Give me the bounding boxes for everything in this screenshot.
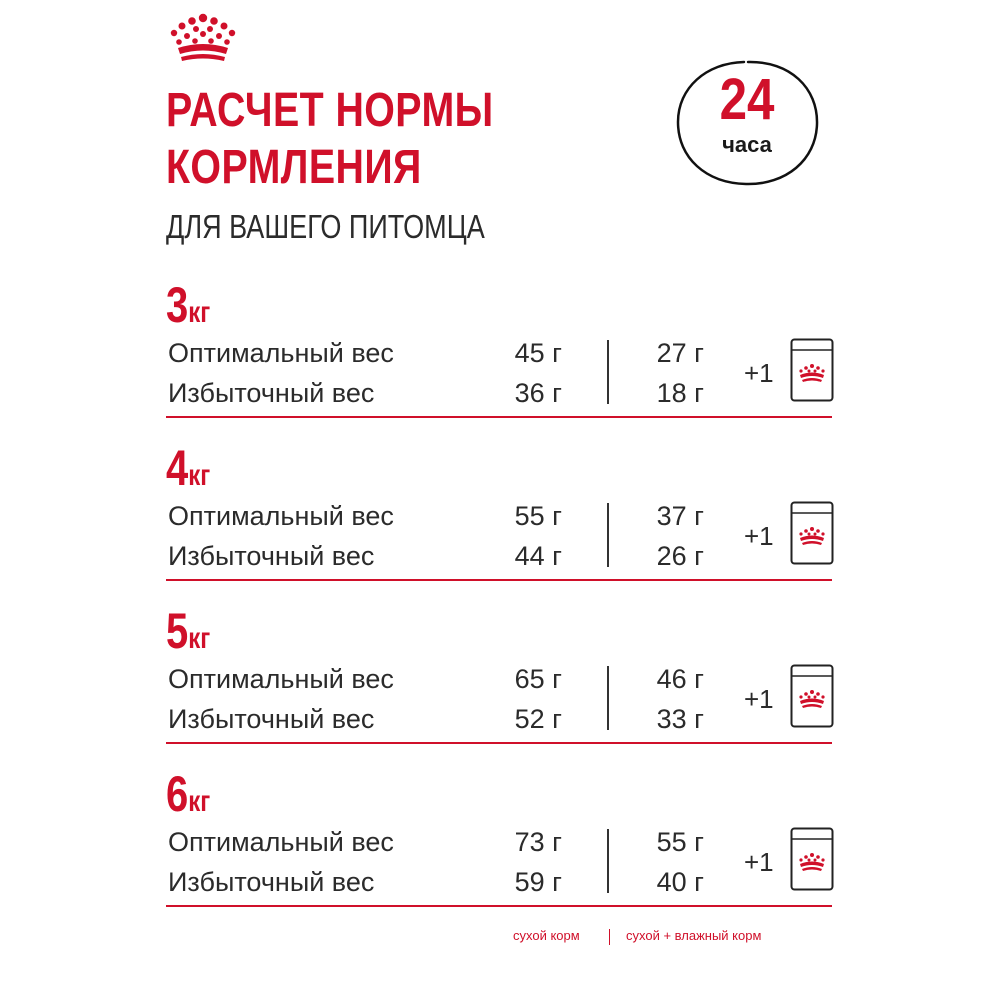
badge-number: 24 — [719, 67, 775, 132]
legend-divider — [609, 929, 610, 945]
weight-heading — [166, 277, 211, 333]
mixed-value-excess: 26 г — [656, 541, 704, 571]
weight-section-3kg — [166, 277, 832, 430]
wet-food-pouch-icon — [790, 827, 834, 891]
crown-logo-icon — [166, 12, 240, 64]
dry-value-excess: 52 г — [514, 704, 562, 734]
legend-dry: сухой корм — [513, 928, 580, 943]
title-line-2: КОРМЛЕНИЯ — [166, 141, 422, 194]
mixed-value-excess: 40 г — [656, 867, 704, 897]
wet-food-pouch-icon — [790, 501, 834, 565]
page-title — [166, 82, 494, 196]
section-divider-line — [166, 416, 832, 418]
column-divider — [607, 503, 609, 567]
row-label-optimal: Оптимальный вес — [168, 338, 394, 368]
weight-heading — [166, 440, 211, 496]
dry-value-excess: 36 г — [514, 378, 562, 408]
mixed-value-excess: 33 г — [656, 704, 704, 734]
row-label-excess: Избыточный вес — [168, 704, 375, 734]
weight-value: 5 — [166, 603, 189, 659]
column-divider — [607, 829, 609, 893]
weight-value: 4 — [166, 440, 189, 496]
pouch-count: +1 — [744, 358, 774, 388]
title-line-1: РАСЧЕТ НОРМЫ — [166, 84, 494, 137]
row-label-optimal: Оптимальный вес — [168, 664, 394, 694]
row-label-excess: Избыточный вес — [168, 378, 375, 408]
mixed-value-optimal: 27 г — [656, 338, 704, 368]
mixed-value-optimal: 55 г — [656, 827, 704, 857]
dry-value-excess: 44 г — [514, 541, 562, 571]
pouch-count: +1 — [744, 521, 774, 551]
weight-heading — [166, 603, 211, 659]
row-label-excess: Избыточный вес — [168, 867, 375, 897]
dry-value-optimal: 65 г — [514, 664, 562, 694]
page-subtitle: ДЛЯ ВАШЕГО ПИТОМЦА — [166, 208, 485, 245]
weight-section-5kg — [166, 603, 832, 756]
column-divider — [607, 340, 609, 404]
wet-food-pouch-icon — [790, 664, 834, 728]
pouch-count: +1 — [744, 847, 774, 877]
row-label-optimal: Оптимальный вес — [168, 501, 394, 531]
mixed-value-optimal: 37 г — [656, 501, 704, 531]
weight-unit: кг — [188, 622, 211, 655]
legend-mixed: сухой + влажный корм — [626, 928, 762, 943]
dry-value-optimal: 55 г — [514, 501, 562, 531]
weight-unit: кг — [188, 296, 211, 329]
weight-heading — [166, 766, 211, 822]
mixed-value-optimal: 46 г — [656, 664, 704, 694]
weight-value: 3 — [166, 277, 189, 333]
badge-label: часа — [722, 132, 772, 157]
wet-food-pouch-icon — [790, 338, 834, 402]
section-divider-line — [166, 579, 832, 581]
mixed-value-excess: 18 г — [656, 378, 704, 408]
row-label-excess: Избыточный вес — [168, 541, 375, 571]
hours-badge — [672, 58, 822, 188]
dry-value-optimal: 45 г — [514, 338, 562, 368]
weight-value: 6 — [166, 766, 189, 822]
weight-unit: кг — [188, 785, 211, 818]
weight-section-6kg — [166, 766, 832, 919]
dry-value-optimal: 73 г — [514, 827, 562, 857]
section-divider-line — [166, 905, 832, 907]
column-divider — [607, 666, 609, 730]
section-divider-line — [166, 742, 832, 744]
weight-section-4kg — [166, 440, 832, 593]
pouch-count: +1 — [744, 684, 774, 714]
weight-unit: кг — [188, 459, 211, 492]
dry-value-excess: 59 г — [514, 867, 562, 897]
row-label-optimal: Оптимальный вес — [168, 827, 394, 857]
